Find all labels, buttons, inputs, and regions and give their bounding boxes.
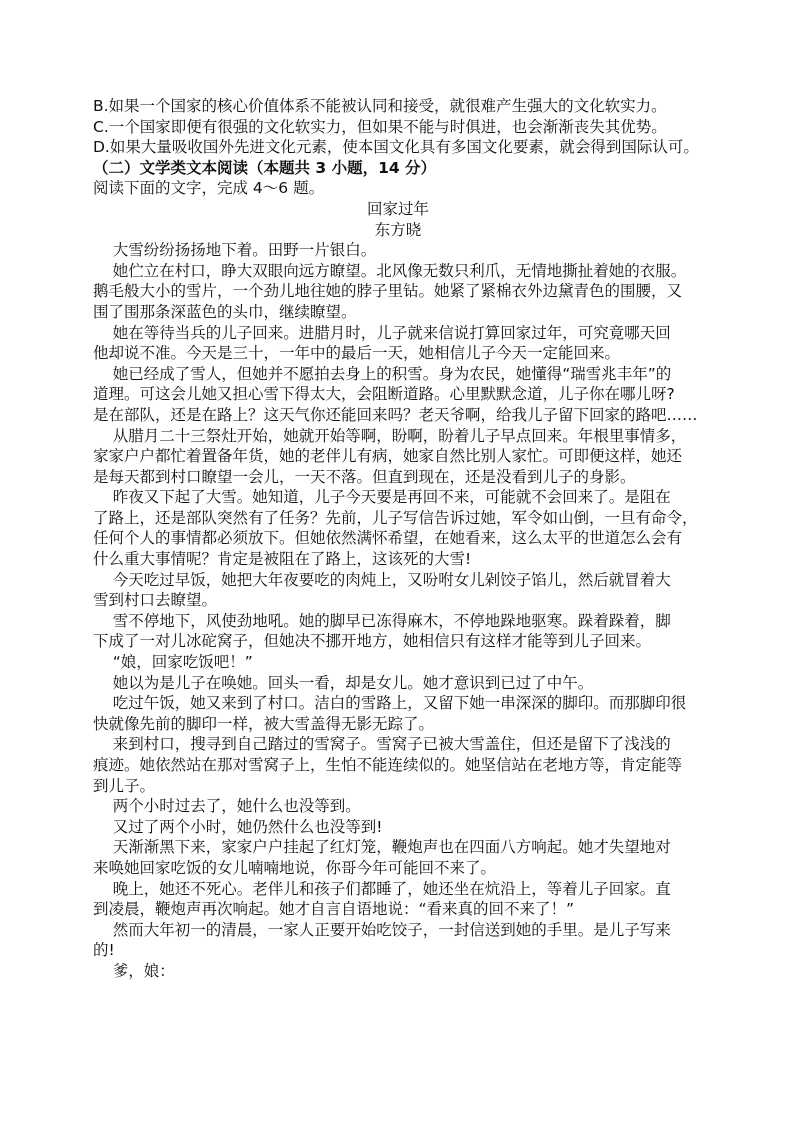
story-line: 今天吃过早饭，她把大年夜要吃的肉炖上，又吩咐女儿剁饺子馅儿，然后就冒着大 xyxy=(93,570,671,589)
story-line: 爹，娘： xyxy=(93,961,175,980)
story-line: 两个小时过去了，她什么也没等到。 xyxy=(93,797,361,816)
story-title: 回家过年 xyxy=(366,199,429,218)
story-line: 他却说不准。今天是三十，一年中的最后一天，她相信儿子今天一定能回来。 xyxy=(93,344,621,363)
story-line: 她在等待当兵的儿子回来。进腊月时，儿子就来信说打算回家过年，可究竟哪天回 xyxy=(93,323,671,342)
story-line: 道理。可这会儿她又担心雪下得太大，会阻断道路。心里默默念道，儿子你在哪儿呀? xyxy=(93,385,675,404)
story-line: 到凌晨，鞭炮声再次响起。她才自言自语地说：“看来真的回不来了！” xyxy=(93,900,575,919)
story-line: 吃过午饭，她又来到了村口。洁白的雪路上，又留下她一串深深的脚印。而那脚印很 xyxy=(93,694,687,713)
story-line: 她已经成了雪人，但她并不愿拍去身上的积雪。身为农民，她懂得“瑞雪兆丰年”的 xyxy=(93,364,672,383)
answer-option-d: D.如果大量吸收国外先进文化元素，使本国文化具有多国文化要素，就会得到国际认可。 xyxy=(93,138,699,157)
story-line: 家家户户都忙着置备年货，她的老伴儿有病，她家自然比别人家忙。可即便这样，她还 xyxy=(93,447,683,466)
story-line: 天渐渐黑下来，家家户户挂起了红灯笼，鞭炮声也在四面八方响起。她才失望地对 xyxy=(93,838,671,857)
story-line: 大雪纷纷扬扬地下着。田野一片银白。 xyxy=(93,241,377,260)
story-line: 从腊月二十三祭灶开始，她就开始等啊，盼啊，盼着儿子早点回来。年根里事情多， xyxy=(93,426,687,445)
story-author: 东方晓 xyxy=(374,220,422,239)
story-line: 又过了两个小时，她仍然什么也没等到! xyxy=(93,817,383,836)
story-line: 任何个人的事情都必须放下。但她依然满怀希望，在她看来，这么太平的世道怎么会有 xyxy=(93,529,683,548)
story-line: 雪到村口去瞭望。 xyxy=(93,591,218,610)
story-line: 围了围那条深蓝色的头巾，继续瞭望。 xyxy=(93,302,357,321)
story-line: 来唤她回家吃饭的女儿喃喃地说，你哥今年可能回不来了。 xyxy=(93,858,497,877)
story-line: 快就像先前的脚印一样，被大雪盖得无影无踪了。 xyxy=(93,714,435,733)
reading-instruction: 阅读下面的文字，完成 4～6 题。 xyxy=(93,179,325,198)
story-line: 下成了一对儿冰砣窝子，但她决不挪开地方，她相信只有这样才能等到儿子回来。 xyxy=(93,632,652,651)
story-line: 她伫立在村口，睁大双眼向远方瞭望。北风像无数只利爪，无情地撕扯着她的衣服。 xyxy=(93,261,687,280)
story-line: 什么重大事情呢？肯定是被阻在了路上，这该死的大雪! xyxy=(93,550,472,569)
story-line: 她以为是儿子在唤她。回头一看，却是女儿。她才意识到已过了中午。 xyxy=(93,673,594,692)
story-line: 到儿子。 xyxy=(93,776,156,795)
story-line: 鹅毛般大小的雪片，一个劲儿地往她的脖子里钻。她紧了紧棉衣外边黛青色的围腰，又 xyxy=(93,282,683,301)
section-heading: （二）文学类文本阅读（本题共 3 小题，14 分） xyxy=(93,158,437,177)
answer-option-c: C.一个国家即便有很强的文化软实力，但如果不能与时俱进，也会渐渐丧失其优势。 xyxy=(93,117,667,136)
story-text xyxy=(93,240,703,981)
story-line: 痕迹。她依然站在那对雪窝子上，生怕不能连续似的。她坚信站在老地方等，肯定能等 xyxy=(93,756,683,774)
story-line: 是在部队，还是在路上？这天气你还能回来吗？老天爷啊，给我儿子留下回家的路吧…… xyxy=(93,405,698,424)
answer-option-b: B.如果一个国家的核心价值体系不能被认同和接受，就很难产生强大的文化软实力。 xyxy=(93,97,667,115)
story-line: “娘，回家吃饭吧！” xyxy=(93,653,253,672)
document-body xyxy=(93,96,703,982)
story-line: 是每天都到村口瞭望一会儿，一天不落。但直到现在，还是没看到儿子的身影。 xyxy=(93,467,636,486)
story-line: 昨夜又下起了大雪。她知道，儿子今天要是再回不来，可能就不会回来了。是阻在 xyxy=(93,488,671,507)
story-line: 的! xyxy=(93,941,115,960)
story-line: 了路上，还是部队突然有了任务？先前，儿子写信告诉过她，军令如山倒，一旦有命令， xyxy=(93,508,698,527)
story-line: 晚上，她还不死心。老伴儿和孩子们都睡了，她还坐在炕沿上，等着儿子回家。直 xyxy=(93,879,671,898)
story-line: 然而大年初一的清晨，一家人正要开始吃饺子，一封信送到她的手里。是儿子写来 xyxy=(93,920,671,939)
story-line: 来到村口，搜寻到自己踏过的雪窝子。雪窝子已被大雪盖住，但还是留下了浅浅的 xyxy=(93,735,671,754)
story-line: 雪不停地下，风使劲地吼。她的脚早已冻得麻木，不停地跺地驱寒。跺着跺着，脚 xyxy=(93,611,671,630)
